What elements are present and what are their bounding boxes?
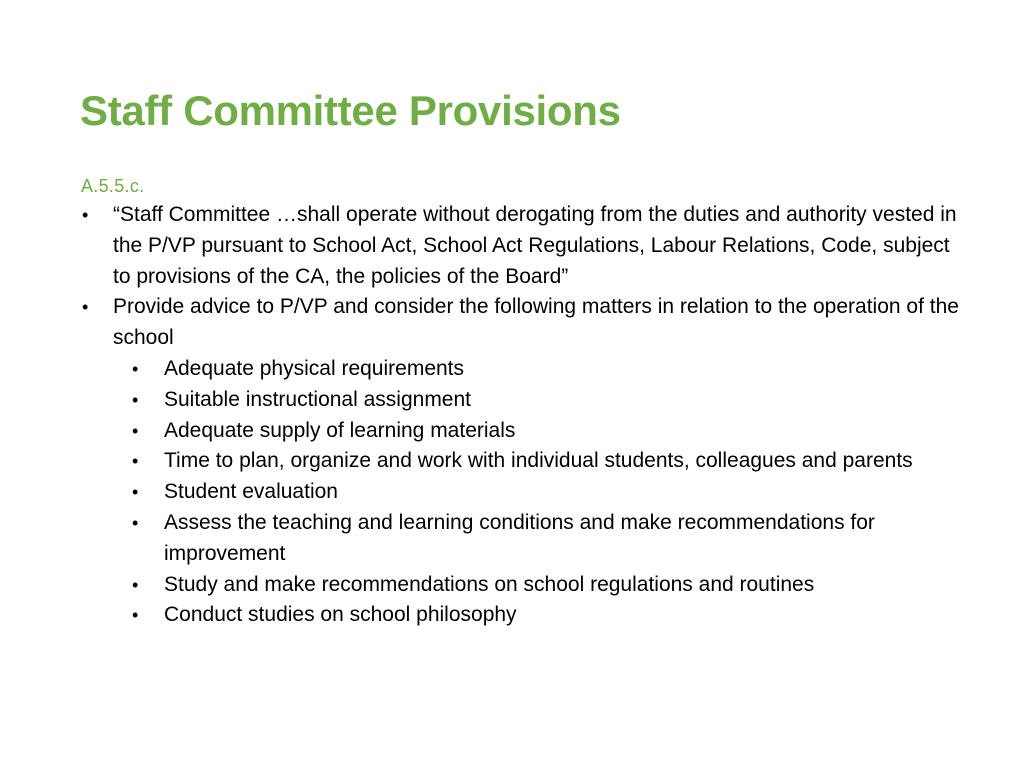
sub-bullet-text: Conduct studies on school philosophy bbox=[164, 603, 517, 627]
sub-bullet-text: Assess the teaching and learning conditions and make recommendations for improvement bbox=[164, 510, 875, 565]
slide-title: Staff Committee Provisions bbox=[80, 87, 621, 134]
bullet-dot-icon: • bbox=[132, 574, 139, 595]
bullet-dot-icon: • bbox=[132, 451, 139, 472]
bullet-item bbox=[0, 292, 1024, 354]
sub-bullet-text: Study and make recommendations on school regulations and routines bbox=[164, 572, 815, 596]
sub-bullet-item bbox=[0, 600, 1024, 631]
bullet-dot-icon: • bbox=[132, 512, 139, 533]
bullet-dot-icon: • bbox=[132, 420, 139, 441]
sub-bullet-item bbox=[0, 508, 1024, 570]
sub-bullet-text: Time to plan, organize and work with individual students, colleagues and parents bbox=[164, 449, 913, 473]
sub-bullet-item bbox=[0, 570, 1024, 601]
slide-body bbox=[0, 200, 1024, 631]
sub-bullet-text: Adequate supply of learning materials bbox=[164, 418, 516, 442]
bullet-text: “Staff Committee …shall operate without derogating from the duties and authority vested in the P/VP pursuant to School Act, School Act Regulations, Labour Relations, Code, subject to provisions of the CA, the policies of the Board” bbox=[113, 203, 957, 288]
bullet-text: Provide advice to P/VP and consider the following matters in relation to the operation of the school bbox=[113, 295, 959, 350]
bullet-dot-icon: • bbox=[132, 389, 139, 410]
bullet-dot-icon: • bbox=[132, 358, 139, 379]
sub-bullet-text: Student evaluation bbox=[164, 480, 338, 504]
sub-bullet-text: Adequate physical requirements bbox=[164, 356, 465, 380]
sub-bullet-item bbox=[0, 385, 1024, 416]
bullet-dot-icon: • bbox=[132, 482, 139, 503]
bullet-dot-icon: • bbox=[132, 605, 139, 626]
section-label: A.5.5.c. bbox=[81, 176, 145, 196]
bullet-item bbox=[0, 200, 1024, 292]
sub-bullet-item bbox=[0, 446, 1024, 477]
sub-bullet-text: Suitable instructional assignment bbox=[164, 387, 472, 411]
sub-bullet-item bbox=[0, 416, 1024, 447]
bullet-dot-icon: • bbox=[82, 205, 89, 225]
sub-bullet-item bbox=[0, 354, 1024, 385]
sub-bullet-item bbox=[0, 477, 1024, 508]
bullet-dot-icon: • bbox=[82, 297, 89, 318]
